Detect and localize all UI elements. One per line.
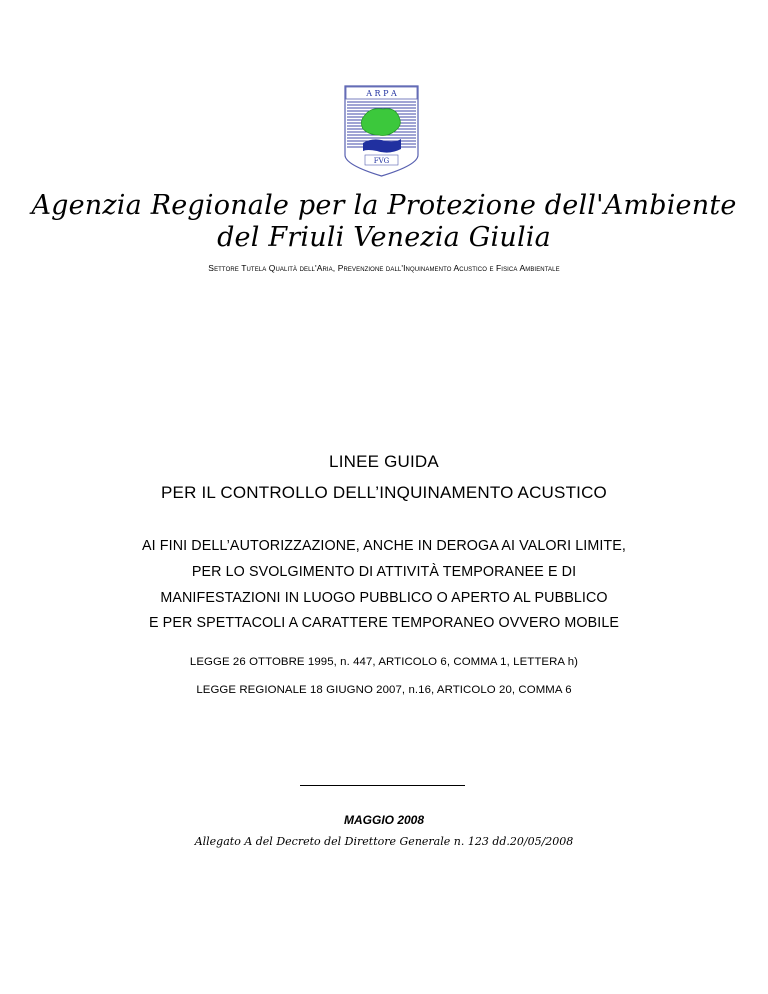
logo-top-text: A R P A xyxy=(366,89,397,98)
sector-subtitle: Settore Tutela Qualità dell'Aria, Prevenzione dall'Inquinamento Acustico e Fisica Ambientale xyxy=(208,263,560,273)
divider-line xyxy=(300,785,465,786)
document-title-line1: LINEE GUIDA xyxy=(329,452,439,471)
law-reference-line2: LEGGE REGIONALE 18 GIUGNO 2007, n.16, ARTICOLO 20, COMMA 6 xyxy=(196,684,572,696)
purpose-line4: E PER SPETTACOLI A CARATTERE TEMPORANEO OVVERO MOBILE xyxy=(148,615,620,631)
logo-region-shape xyxy=(361,109,400,136)
purpose-line3: MANIFESTAZIONI IN LUOGO PUBBLICO O APERTO AL PUBBLICO xyxy=(160,590,608,606)
annex-note: Allegato A del Decreto del Direttore Generale n. 123 dd.20/05/2008 xyxy=(194,835,574,848)
arpa-fvg-logo xyxy=(343,85,420,177)
purpose-line1: AI FINI DELL’AUTORIZZAZIONE, ANCHE IN DEROGA AI VALORI LIMITE, xyxy=(142,538,626,554)
agency-name-line1: Agenzia Regionale per la Protezione dell'Ambiente xyxy=(31,190,737,221)
law-reference-line1: LEGGE 26 OTTOBRE 1995, n. 447, ARTICOLO 6, COMMA 1, LETTERA h) xyxy=(189,656,579,668)
logo-bottom-text: FVG xyxy=(373,157,390,165)
purpose-line2: PER LO SVOLGIMENTO DI ATTIVITÀ TEMPORANEE E DI xyxy=(191,564,577,580)
agency-name-line2: del Friuli Venezia Giulia xyxy=(217,222,551,253)
document-title-line2: PER IL CONTROLLO DELL’INQUINAMENTO ACUSTICO xyxy=(161,483,607,502)
document-date: MAGGIO 2008 xyxy=(343,813,425,827)
